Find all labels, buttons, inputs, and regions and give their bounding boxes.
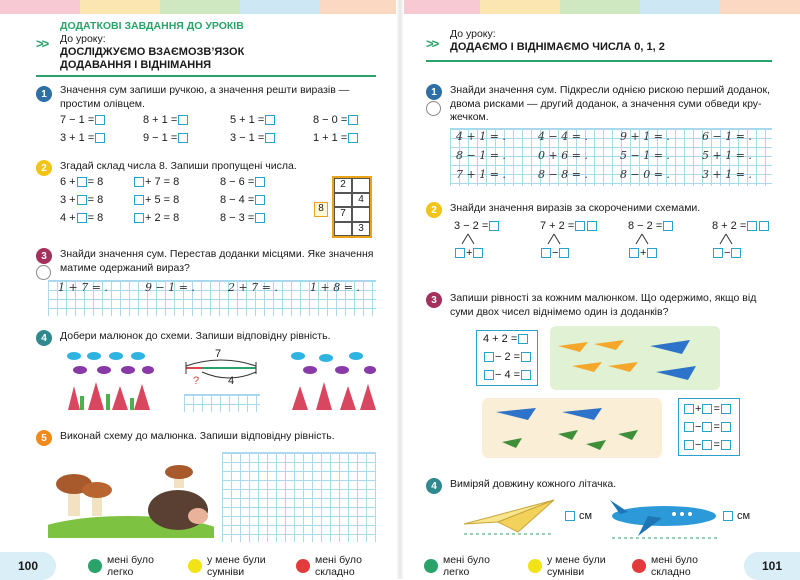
yellow-dot-icon <box>528 559 542 573</box>
answer-box[interactable] <box>265 115 275 125</box>
paper-plane-icon <box>458 496 558 538</box>
task-5-text: Виконай схему до малюнка. Запиши відповідну рівність. <box>60 430 335 442</box>
task-1-text: Значення сум запиши ручкою, а значення решти виразів — простим олівцем. <box>60 84 350 110</box>
answer-box[interactable] <box>721 422 731 432</box>
house-cell[interactable] <box>352 178 370 193</box>
section-title: ДОДАТКОВІ ЗАВДАННЯ ДО УРОКІВ <box>60 20 244 32</box>
airplanes-picture <box>550 326 720 390</box>
house-cell[interactable]: 4 <box>352 193 370 208</box>
expression: − <box>540 247 570 259</box>
house-cell[interactable]: 2 <box>334 178 352 193</box>
answer-box[interactable] <box>134 177 144 187</box>
grid-expression: 8 − 8 = . <box>538 168 588 181</box>
task-3-text: Знайди значення сум. Перестав доданки місцями. Яке значення матиме одержаний вираз? <box>60 248 374 274</box>
house-cell[interactable] <box>334 193 352 208</box>
mushroom-hedgehog-picture <box>48 454 214 538</box>
answer-box[interactable] <box>565 511 575 521</box>
page-number: 101 <box>744 552 800 580</box>
answer-box[interactable] <box>521 370 531 380</box>
expression: + 2 = 8 <box>133 212 179 224</box>
expression: − <box>712 247 742 259</box>
expression: 3 + 1 = <box>60 132 106 144</box>
answer-box[interactable] <box>348 115 358 125</box>
expression: + <box>454 247 484 259</box>
red-dot-icon <box>296 559 310 573</box>
header-divider <box>426 60 772 62</box>
expression: 8 − 4 = <box>220 194 266 206</box>
task-number-badge: 2 <box>36 160 52 176</box>
lesson-title: ДОДАЄМО І ВІДНІМАЄМО ЧИСЛА 0, 1, 2 <box>450 41 665 53</box>
airplane-icon <box>608 496 720 540</box>
answer-box[interactable] <box>484 352 494 362</box>
grid-expression: 4 + 1 = . <box>456 130 506 143</box>
expression: 6 + = 8 <box>60 176 104 188</box>
answer-box[interactable] <box>575 221 585 231</box>
task-number-badge: 5 <box>36 430 52 446</box>
answer-box[interactable] <box>559 248 569 258</box>
fish-coral-picture <box>60 346 160 412</box>
answer-box[interactable] <box>702 440 712 450</box>
expression: 8 − 3 = <box>220 212 266 224</box>
answer-box[interactable] <box>721 404 731 414</box>
answer-box[interactable] <box>255 195 265 205</box>
measurement: см <box>564 510 592 522</box>
answer-box[interactable] <box>702 404 712 414</box>
answer-box[interactable] <box>489 221 499 231</box>
answer-box[interactable] <box>178 133 188 143</box>
house-cell[interactable]: 7 <box>334 207 352 222</box>
yellow-dot-icon <box>188 559 202 573</box>
expression: 8 + 1 = <box>143 114 189 126</box>
green-dot-icon <box>88 559 102 573</box>
grid-expression: 5 − 1 = . <box>620 149 670 162</box>
house-cell[interactable]: 3 <box>352 222 370 237</box>
legend-easy[interactable]: мені було легко <box>88 554 154 578</box>
answer-box[interactable] <box>723 511 733 521</box>
task-number-badge: 4 <box>426 478 442 494</box>
answer-box[interactable] <box>95 133 105 143</box>
expression: 3 + = 8 <box>60 194 104 206</box>
lesson-title-1: ДОСЛІДЖУЄМО ВЗАЄМОЗВ’ЯЗОК <box>60 46 245 58</box>
task-number-badge: 4 <box>36 330 52 346</box>
grid-expression: 4 − 4 = . <box>538 130 588 143</box>
expression: + <box>628 247 658 259</box>
grid-expression: 9 + 1 = . <box>620 130 670 143</box>
fish-coral-picture <box>286 346 382 412</box>
scheme-branches <box>454 232 774 246</box>
grid-expression: 8 − 0 = . <box>620 168 670 181</box>
answer-box[interactable] <box>77 177 87 187</box>
house-cell[interactable] <box>352 207 370 222</box>
equation-panel: 4 + 2 = − 2 = − 4 = <box>476 330 538 386</box>
answer-box[interactable] <box>684 404 694 414</box>
expression: 8 − 2 = <box>628 220 674 232</box>
scheme-part: 4 <box>228 375 235 387</box>
answer-grid[interactable] <box>184 394 260 412</box>
expression: 9 − 1 = <box>143 132 189 144</box>
circle-marker-icon <box>426 101 441 116</box>
answer-box[interactable] <box>721 440 731 450</box>
answer-box[interactable] <box>134 195 144 205</box>
legend-hard[interactable]: мені було складно <box>632 554 698 578</box>
task-number-badge: 1 <box>36 86 52 102</box>
answer-box[interactable] <box>473 248 483 258</box>
grid-expression: 3 + 1 = . <box>702 168 752 181</box>
legend-hard[interactable]: мені було складно <box>296 554 362 578</box>
right-page <box>400 14 800 579</box>
circle-marker-icon <box>36 265 51 280</box>
left-page <box>0 14 400 579</box>
answer-box[interactable] <box>77 195 87 205</box>
expression: 5 + 1 = <box>230 114 276 126</box>
task-number-badge: 3 <box>426 292 442 308</box>
task-3-text: Запиши рівності за кожним малюнком. Що одержимо, якщо від суми двох чисел віднімемо один із доданків? <box>450 292 757 318</box>
legend-easy[interactable]: мені було легко <box>424 554 490 578</box>
answer-box[interactable] <box>255 177 265 187</box>
grid-expression: 6 − 1 = . <box>702 130 752 143</box>
answer-box[interactable] <box>731 248 741 258</box>
grid-expression: 0 + 6 = . <box>538 149 588 162</box>
scheme-total: 7 <box>215 348 222 360</box>
lesson-title-2: ДОДАВАННЯ І ВІДНІМАННЯ <box>60 59 212 71</box>
answer-box[interactable] <box>759 221 769 231</box>
grid-expression: 1 + 8 = . <box>310 281 360 294</box>
expression: 3 − 1 = <box>230 132 276 144</box>
grid-expression: 7 + 1 = . <box>456 168 506 181</box>
grid-expression: 9 − 1 = . <box>145 281 195 294</box>
answer-box[interactable] <box>95 115 105 125</box>
grid-expression: 5 + 1 = . <box>702 149 752 162</box>
task-4-text: Виміряй довжину кожного літачка. <box>450 478 617 490</box>
chevron-icon: >> <box>426 36 438 51</box>
to-lesson: До уроку: <box>450 28 496 40</box>
answer-box[interactable] <box>713 248 723 258</box>
measurement: см <box>722 510 750 522</box>
header-divider <box>36 75 376 77</box>
answer-box[interactable] <box>587 221 597 231</box>
answer-box[interactable] <box>255 213 265 223</box>
grid-expression: 1 + 7 = . <box>58 281 108 294</box>
house-cell[interactable] <box>334 222 352 237</box>
answer-box[interactable] <box>521 352 531 362</box>
expression: + 5 = 8 <box>133 194 179 206</box>
answer-box[interactable] <box>629 248 639 258</box>
answer-box[interactable] <box>684 440 694 450</box>
task-4-text: Добери малюнок до схеми. Запиши відповідну рівність. <box>60 330 331 342</box>
expression: 8 − 0 = <box>313 114 359 126</box>
answer-box[interactable] <box>178 115 188 125</box>
answer-box[interactable] <box>518 334 528 344</box>
grid-expression: 8 − 1 = . <box>456 149 506 162</box>
squared-grid[interactable] <box>222 452 376 542</box>
answer-box[interactable] <box>702 422 712 432</box>
answer-box[interactable] <box>647 248 657 258</box>
right-header <box>450 28 665 54</box>
page-number: 100 <box>0 552 56 580</box>
answer-box[interactable] <box>747 221 757 231</box>
expression: 4 + = 8 <box>60 212 104 224</box>
answer-box[interactable] <box>348 133 358 143</box>
chevron-icon: >> <box>36 36 48 51</box>
to-lesson: До уроку: <box>60 33 106 45</box>
grid-expression: 2 + 7 = . <box>228 281 278 294</box>
answer-box[interactable] <box>541 248 551 258</box>
red-dot-icon <box>632 559 646 573</box>
house-roof: 8 <box>314 202 328 217</box>
answer-box[interactable] <box>455 248 465 258</box>
equation-panel: + = − = − = <box>678 398 740 456</box>
expression: + 7 = 8 <box>133 176 179 188</box>
expression: 7 + 2 = <box>540 220 598 232</box>
answer-box[interactable] <box>663 221 673 231</box>
scheme-unknown: ? <box>193 375 200 387</box>
expression: 7 − 1 = <box>60 114 106 126</box>
legend-doubts[interactable]: у мене були сумніви <box>528 554 606 578</box>
answer-box[interactable] <box>134 213 144 223</box>
task-2-text: Знайди значення виразів за скороченими схемами. <box>450 202 701 214</box>
planes-picture <box>482 398 662 458</box>
task-number-badge: 2 <box>426 202 442 218</box>
answer-box[interactable] <box>77 213 87 223</box>
expression: 8 − 6 = <box>220 176 266 188</box>
answer-box[interactable] <box>684 422 694 432</box>
legend-doubts[interactable]: у мене були сумніви <box>188 554 266 578</box>
expression: 3 − 2 = <box>454 220 500 232</box>
answer-box[interactable] <box>484 370 494 380</box>
green-dot-icon <box>424 559 438 573</box>
answer-box[interactable] <box>265 133 275 143</box>
expression: 1 + 1 = <box>313 132 359 144</box>
expression: 8 + 2 = <box>712 220 770 232</box>
task-2-text: Згадай склад числа 8. Запиши пропущені числа. <box>60 160 297 172</box>
left-header <box>60 20 244 72</box>
task-number-badge: 1 <box>426 84 442 100</box>
task-1-text: Знайди значення сум. Підкресли однією рискою перший доданок, двома рисками — другий доданок, а значення суми обведи кру- жечком. <box>450 84 770 123</box>
task-number-badge: 3 <box>36 248 52 264</box>
